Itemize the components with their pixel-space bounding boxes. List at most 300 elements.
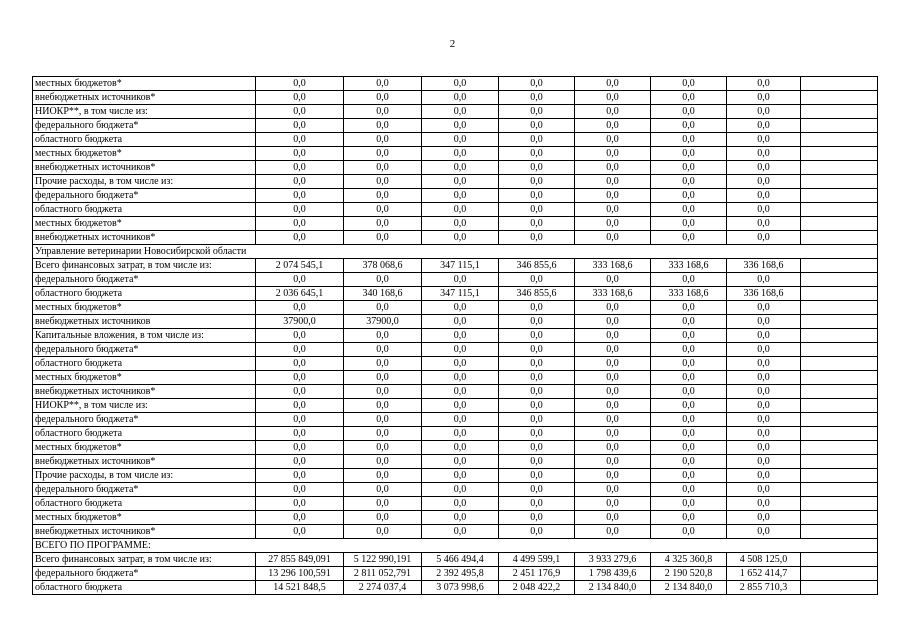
value-cell: 0,0 — [727, 469, 801, 483]
value-cell: 0,0 — [422, 413, 499, 427]
empty-cell — [801, 133, 878, 147]
row-label: внебюджетных источников — [33, 315, 256, 329]
value-cell: 346 855,6 — [499, 287, 575, 301]
value-cell: 0,0 — [651, 497, 727, 511]
table-row — [33, 525, 878, 539]
value-cell: 0,0 — [651, 217, 727, 231]
row-label: местных бюджетов* — [33, 77, 256, 91]
value-cell: 0,0 — [727, 175, 801, 189]
row-label: федерального бюджета* — [33, 567, 256, 581]
value-cell: 2 134 840,0 — [575, 581, 651, 595]
value-cell: 0,0 — [575, 91, 651, 105]
value-cell: 5 122 990,191 — [344, 553, 422, 567]
table-body — [33, 77, 878, 595]
value-cell: 0,0 — [344, 371, 422, 385]
value-cell: 2 811 052,791 — [344, 567, 422, 581]
empty-cell — [801, 217, 878, 231]
row-label: внебюджетных источников* — [33, 385, 256, 399]
value-cell: 13 296 100,591 — [256, 567, 344, 581]
row-label: внебюджетных источников* — [33, 161, 256, 175]
row-label: Прочие расходы, в том числе из: — [33, 469, 256, 483]
value-cell: 2 190 520,8 — [651, 567, 727, 581]
value-cell: 0,0 — [256, 77, 344, 91]
value-cell: 0,0 — [651, 161, 727, 175]
section-row — [33, 539, 878, 553]
value-cell: 0,0 — [575, 133, 651, 147]
value-cell: 0,0 — [727, 483, 801, 497]
value-cell: 0,0 — [422, 273, 499, 287]
value-cell: 0,0 — [575, 147, 651, 161]
value-cell: 0,0 — [727, 385, 801, 399]
value-cell: 0,0 — [727, 301, 801, 315]
value-cell: 3 933 279,6 — [575, 553, 651, 567]
value-cell: 0,0 — [344, 329, 422, 343]
row-label: областного бюджета — [33, 287, 256, 301]
value-cell: 2 048 422,2 — [499, 581, 575, 595]
value-cell: 0,0 — [727, 189, 801, 203]
value-cell: 333 168,6 — [575, 287, 651, 301]
row-label: областного бюджета — [33, 427, 256, 441]
value-cell: 0,0 — [575, 427, 651, 441]
value-cell: 333 168,6 — [651, 259, 727, 273]
value-cell: 0,0 — [727, 511, 801, 525]
value-cell: 0,0 — [256, 343, 344, 357]
value-cell: 2 274 037,4 — [344, 581, 422, 595]
value-cell: 0,0 — [256, 175, 344, 189]
value-cell: 0,0 — [256, 273, 344, 287]
value-cell: 0,0 — [499, 399, 575, 413]
value-cell: 0,0 — [651, 343, 727, 357]
value-cell: 0,0 — [575, 385, 651, 399]
empty-cell — [801, 77, 878, 91]
value-cell: 0,0 — [256, 385, 344, 399]
value-cell: 0,0 — [727, 329, 801, 343]
empty-cell — [801, 329, 878, 343]
value-cell: 0,0 — [499, 217, 575, 231]
value-cell: 0,0 — [651, 371, 727, 385]
value-cell: 0,0 — [651, 301, 727, 315]
value-cell: 0,0 — [727, 525, 801, 539]
value-cell: 0,0 — [256, 133, 344, 147]
row-label: федерального бюджета* — [33, 483, 256, 497]
value-cell: 0,0 — [575, 175, 651, 189]
value-cell: 0,0 — [422, 357, 499, 371]
value-cell: 0,0 — [575, 315, 651, 329]
value-cell: 0,0 — [651, 399, 727, 413]
value-cell: 0,0 — [256, 441, 344, 455]
value-cell: 0,0 — [256, 161, 344, 175]
value-cell: 0,0 — [727, 441, 801, 455]
financing-table — [32, 76, 878, 595]
value-cell: 0,0 — [256, 497, 344, 511]
value-cell: 0,0 — [499, 469, 575, 483]
empty-cell — [801, 357, 878, 371]
value-cell: 0,0 — [575, 273, 651, 287]
value-cell: 0,0 — [256, 413, 344, 427]
value-cell: 0,0 — [344, 413, 422, 427]
value-cell: 0,0 — [727, 77, 801, 91]
value-cell: 0,0 — [344, 483, 422, 497]
value-cell: 0,0 — [422, 315, 499, 329]
value-cell: 0,0 — [422, 77, 499, 91]
value-cell: 0,0 — [422, 497, 499, 511]
value-cell: 0,0 — [344, 133, 422, 147]
value-cell: 0,0 — [422, 483, 499, 497]
value-cell: 0,0 — [727, 357, 801, 371]
value-cell: 0,0 — [575, 371, 651, 385]
table-row — [33, 357, 878, 371]
value-cell: 0,0 — [499, 357, 575, 371]
table-row — [33, 441, 878, 455]
row-label: федерального бюджета* — [33, 273, 256, 287]
value-cell: 0,0 — [344, 399, 422, 413]
value-cell: 0,0 — [256, 357, 344, 371]
value-cell: 0,0 — [727, 413, 801, 427]
value-cell: 0,0 — [499, 483, 575, 497]
table-row — [33, 203, 878, 217]
value-cell: 0,0 — [422, 105, 499, 119]
empty-cell — [801, 441, 878, 455]
value-cell: 14 521 848,5 — [256, 581, 344, 595]
value-cell: 37900,0 — [256, 315, 344, 329]
value-cell: 346 855,6 — [499, 259, 575, 273]
value-cell: 0,0 — [651, 147, 727, 161]
value-cell: 0,0 — [575, 483, 651, 497]
table-row — [33, 161, 878, 175]
table-row — [33, 147, 878, 161]
value-cell: 2 855 710,3 — [727, 581, 801, 595]
value-cell: 4 499 599,1 — [499, 553, 575, 567]
value-cell: 0,0 — [344, 357, 422, 371]
value-cell: 0,0 — [575, 525, 651, 539]
value-cell: 0,0 — [344, 525, 422, 539]
value-cell: 0,0 — [499, 189, 575, 203]
value-cell: 0,0 — [651, 175, 727, 189]
empty-cell — [801, 525, 878, 539]
value-cell: 0,0 — [344, 273, 422, 287]
row-label: областного бюджета — [33, 581, 256, 595]
table-row — [33, 91, 878, 105]
value-cell: 0,0 — [499, 371, 575, 385]
row-label: областного бюджета — [33, 357, 256, 371]
value-cell: 0,0 — [575, 77, 651, 91]
row-label: местных бюджетов* — [33, 371, 256, 385]
table-row — [33, 553, 878, 567]
empty-cell — [801, 581, 878, 595]
table-row — [33, 329, 878, 343]
table-row — [33, 371, 878, 385]
value-cell: 0,0 — [575, 511, 651, 525]
empty-cell — [801, 105, 878, 119]
value-cell: 0,0 — [422, 161, 499, 175]
value-cell: 0,0 — [575, 301, 651, 315]
value-cell: 0,0 — [651, 427, 727, 441]
value-cell: 0,0 — [575, 217, 651, 231]
value-cell: 3 073 998,6 — [422, 581, 499, 595]
value-cell: 0,0 — [575, 413, 651, 427]
value-cell: 0,0 — [499, 329, 575, 343]
value-cell: 0,0 — [344, 427, 422, 441]
table-row — [33, 483, 878, 497]
value-cell: 0,0 — [651, 483, 727, 497]
value-cell: 27 855 849,091 — [256, 553, 344, 567]
table-row — [33, 133, 878, 147]
value-cell: 0,0 — [727, 203, 801, 217]
value-cell: 0,0 — [727, 497, 801, 511]
value-cell: 0,0 — [727, 119, 801, 133]
empty-cell — [801, 119, 878, 133]
value-cell: 333 168,6 — [651, 287, 727, 301]
empty-cell — [801, 553, 878, 567]
value-cell: 0,0 — [651, 273, 727, 287]
value-cell: 1 652 414,7 — [727, 567, 801, 581]
empty-cell — [801, 203, 878, 217]
value-cell: 4 508 125,0 — [727, 553, 801, 567]
row-label: НИОКР**, в том числе из: — [33, 399, 256, 413]
value-cell: 0,0 — [651, 469, 727, 483]
row-label: местных бюджетов* — [33, 147, 256, 161]
value-cell: 0,0 — [499, 133, 575, 147]
value-cell: 2 036 645,1 — [256, 287, 344, 301]
value-cell: 0,0 — [422, 189, 499, 203]
table-row — [33, 77, 878, 91]
table-row — [33, 343, 878, 357]
value-cell: 5 466 494,4 — [422, 553, 499, 567]
value-cell: 0,0 — [575, 455, 651, 469]
value-cell: 0,0 — [256, 203, 344, 217]
row-label: областного бюджета — [33, 133, 256, 147]
value-cell: 347 115,1 — [422, 259, 499, 273]
value-cell: 0,0 — [344, 301, 422, 315]
value-cell: 0,0 — [651, 525, 727, 539]
value-cell: 0,0 — [256, 231, 344, 245]
value-cell: 0,0 — [499, 315, 575, 329]
table-row — [33, 455, 878, 469]
value-cell: 0,0 — [499, 511, 575, 525]
value-cell: 0,0 — [499, 273, 575, 287]
value-cell: 0,0 — [651, 385, 727, 399]
value-cell: 0,0 — [422, 399, 499, 413]
empty-cell — [801, 371, 878, 385]
table-row — [33, 413, 878, 427]
value-cell: 0,0 — [344, 455, 422, 469]
empty-cell — [801, 175, 878, 189]
value-cell: 0,0 — [256, 399, 344, 413]
value-cell: 0,0 — [256, 147, 344, 161]
value-cell: 0,0 — [575, 497, 651, 511]
table-row — [33, 217, 878, 231]
value-cell: 0,0 — [422, 217, 499, 231]
empty-cell — [801, 455, 878, 469]
value-cell: 0,0 — [344, 497, 422, 511]
value-cell: 0,0 — [499, 161, 575, 175]
value-cell: 0,0 — [727, 315, 801, 329]
row-label: областного бюджета — [33, 203, 256, 217]
value-cell: 0,0 — [256, 217, 344, 231]
value-cell: 0,0 — [499, 105, 575, 119]
row-label: НИОКР**, в том числе из: — [33, 105, 256, 119]
row-label: Всего финансовых затрат, в том числе из: — [33, 553, 256, 567]
value-cell: 0,0 — [651, 315, 727, 329]
section-title: ВСЕГО ПО ПРОГРАММЕ: — [33, 539, 878, 553]
value-cell: 0,0 — [256, 301, 344, 315]
value-cell: 2 392 495,8 — [422, 567, 499, 581]
value-cell: 37900,0 — [344, 315, 422, 329]
table-row — [33, 581, 878, 595]
row-label: внебюджетных источников* — [33, 91, 256, 105]
value-cell: 0,0 — [499, 119, 575, 133]
row-label: федерального бюджета* — [33, 413, 256, 427]
row-label: местных бюджетов* — [33, 511, 256, 525]
value-cell: 0,0 — [344, 441, 422, 455]
table-row — [33, 105, 878, 119]
empty-cell — [801, 301, 878, 315]
empty-cell — [801, 259, 878, 273]
value-cell: 0,0 — [422, 427, 499, 441]
value-cell: 0,0 — [256, 455, 344, 469]
value-cell: 0,0 — [727, 217, 801, 231]
value-cell: 2 134 840,0 — [651, 581, 727, 595]
value-cell: 0,0 — [344, 343, 422, 357]
value-cell: 0,0 — [651, 441, 727, 455]
empty-cell — [801, 567, 878, 581]
value-cell: 0,0 — [575, 189, 651, 203]
empty-cell — [801, 315, 878, 329]
empty-cell — [801, 483, 878, 497]
value-cell: 0,0 — [651, 119, 727, 133]
value-cell: 0,0 — [727, 147, 801, 161]
value-cell: 0,0 — [727, 161, 801, 175]
value-cell: 0,0 — [499, 175, 575, 189]
value-cell: 0,0 — [499, 77, 575, 91]
value-cell: 0,0 — [422, 203, 499, 217]
value-cell: 0,0 — [575, 399, 651, 413]
value-cell: 0,0 — [651, 203, 727, 217]
row-label: местных бюджетов* — [33, 441, 256, 455]
value-cell: 0,0 — [651, 413, 727, 427]
table-row — [33, 287, 878, 301]
value-cell: 0,0 — [344, 105, 422, 119]
value-cell: 0,0 — [651, 189, 727, 203]
row-label: федерального бюджета* — [33, 343, 256, 357]
empty-cell — [801, 273, 878, 287]
value-cell: 0,0 — [422, 455, 499, 469]
value-cell: 0,0 — [422, 525, 499, 539]
value-cell: 340 168,6 — [344, 287, 422, 301]
value-cell: 347 115,1 — [422, 287, 499, 301]
value-cell: 0,0 — [344, 231, 422, 245]
value-cell: 0,0 — [422, 371, 499, 385]
value-cell: 0,0 — [499, 385, 575, 399]
value-cell: 0,0 — [575, 161, 651, 175]
value-cell: 0,0 — [256, 105, 344, 119]
table-row — [33, 469, 878, 483]
table-row — [33, 567, 878, 581]
value-cell: 0,0 — [575, 469, 651, 483]
value-cell: 1 798 439,6 — [575, 567, 651, 581]
value-cell: 0,0 — [422, 329, 499, 343]
table-row — [33, 497, 878, 511]
value-cell: 0,0 — [256, 329, 344, 343]
section-row — [33, 245, 878, 259]
value-cell: 0,0 — [422, 91, 499, 105]
empty-cell — [801, 413, 878, 427]
table-row — [33, 315, 878, 329]
value-cell: 2 074 545,1 — [256, 259, 344, 273]
table-row — [33, 119, 878, 133]
table-row — [33, 189, 878, 203]
value-cell: 333 168,6 — [575, 259, 651, 273]
value-cell: 0,0 — [256, 525, 344, 539]
row-label: местных бюджетов* — [33, 217, 256, 231]
value-cell: 0,0 — [499, 441, 575, 455]
value-cell: 0,0 — [344, 217, 422, 231]
value-cell: 0,0 — [344, 189, 422, 203]
value-cell: 0,0 — [256, 469, 344, 483]
value-cell: 0,0 — [499, 147, 575, 161]
value-cell: 0,0 — [344, 385, 422, 399]
empty-cell — [801, 497, 878, 511]
value-cell: 0,0 — [651, 455, 727, 469]
value-cell: 0,0 — [727, 427, 801, 441]
value-cell: 4 325 360,8 — [651, 553, 727, 567]
empty-cell — [801, 399, 878, 413]
row-label: областного бюджета — [33, 497, 256, 511]
value-cell: 336 168,6 — [727, 259, 801, 273]
value-cell: 0,0 — [651, 105, 727, 119]
value-cell: 0,0 — [727, 91, 801, 105]
value-cell: 0,0 — [727, 105, 801, 119]
row-label: внебюджетных источников* — [33, 455, 256, 469]
value-cell: 0,0 — [651, 77, 727, 91]
empty-cell — [801, 147, 878, 161]
value-cell: 0,0 — [256, 371, 344, 385]
row-label: Прочие расходы, в том числе из: — [33, 175, 256, 189]
value-cell: 0,0 — [727, 273, 801, 287]
value-cell: 0,0 — [499, 301, 575, 315]
row-label: федерального бюджета* — [33, 189, 256, 203]
empty-cell — [801, 161, 878, 175]
value-cell: 0,0 — [499, 427, 575, 441]
value-cell: 0,0 — [575, 441, 651, 455]
value-cell: 0,0 — [499, 497, 575, 511]
value-cell: 0,0 — [727, 133, 801, 147]
value-cell: 0,0 — [422, 385, 499, 399]
value-cell: 0,0 — [344, 511, 422, 525]
value-cell: 0,0 — [422, 231, 499, 245]
value-cell: 0,0 — [727, 343, 801, 357]
value-cell: 0,0 — [422, 511, 499, 525]
table-row — [33, 511, 878, 525]
table-row — [33, 259, 878, 273]
value-cell: 0,0 — [344, 119, 422, 133]
value-cell: 0,0 — [575, 119, 651, 133]
value-cell: 0,0 — [344, 161, 422, 175]
row-label: Капитальные вложения, в том числе из: — [33, 329, 256, 343]
value-cell: 0,0 — [651, 91, 727, 105]
value-cell: 0,0 — [727, 231, 801, 245]
value-cell: 0,0 — [651, 357, 727, 371]
value-cell: 0,0 — [344, 147, 422, 161]
empty-cell — [801, 511, 878, 525]
table-row — [33, 399, 878, 413]
value-cell: 378 068,6 — [344, 259, 422, 273]
value-cell: 336 168,6 — [727, 287, 801, 301]
value-cell: 0,0 — [499, 525, 575, 539]
value-cell: 0,0 — [256, 427, 344, 441]
value-cell: 0,0 — [344, 203, 422, 217]
value-cell: 0,0 — [256, 189, 344, 203]
